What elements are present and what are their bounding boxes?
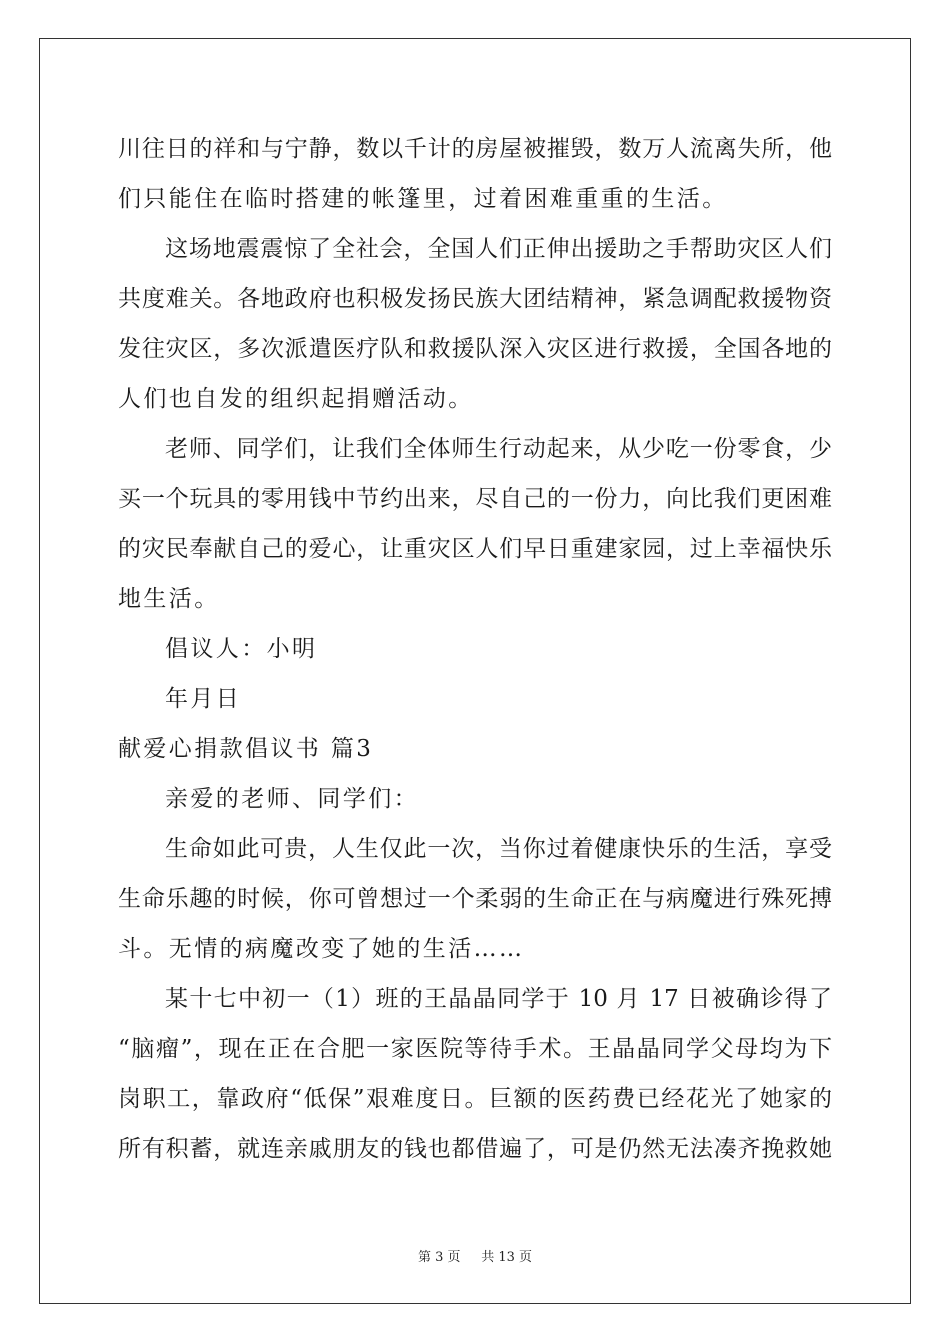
paragraph-line: 们只能住在临时搭建的帐篷里，过着困难重重的生活。 [118, 186, 728, 212]
date-line: 年月日 [165, 686, 242, 712]
paragraph-line: 生命如此可贵，人生仅此一次，当你过着健康快乐的生活，享受 [165, 836, 832, 862]
page-number: 第 3 页 [417, 1250, 461, 1265]
paragraph-line: 岗职工，靠政府“低保”艰难度日。巨额的医药费已经花光了她家的 [118, 1086, 832, 1112]
paragraph-line: 的灾民奉献自己的爱心，让重灾区人们早日重建家园，过上幸福快乐 [118, 536, 832, 562]
salutation-line: 亲爱的老师、同学们： [165, 786, 419, 812]
page-footer [0, 1246, 950, 1265]
paragraph-line: 斗。无情的病魔改变了她的生活…… [118, 936, 525, 962]
paragraph-line: 人们也自发的组织起捐赠活动。 [118, 386, 474, 412]
paragraph-line: 买一个玩具的零用钱中节约出来，尽自己的一份力，向比我们更困难 [118, 486, 832, 512]
paragraph-line: “脑瘤”，现在正在合肥一家医院等待手术。王晶晶同学父母均为下 [118, 1036, 832, 1062]
paragraph-line: 生命乐趣的时候，你可曾想过一个柔弱的生命正在与病魔进行殊死搏 [118, 886, 832, 912]
signature-line: 倡议人：小明 [165, 636, 318, 662]
section-heading: 献爱心捐款倡议书 篇3 [118, 736, 374, 762]
paragraph-line: 川往日的祥和与宁静，数以千计的房屋被摧毁，数万人流离失所，他 [118, 136, 832, 162]
paragraph-line: 共度难关。各地政府也积极发扬民族大团结精神，紧急调配救援物资 [118, 286, 832, 312]
paragraph-line: 所有积蓄，就连亲戚朋友的钱也都借遍了，可是仍然无法凑齐挽救她 [118, 1136, 832, 1162]
paragraph-line: 地生活。 [118, 586, 220, 612]
paragraph-line: 这场地震震惊了全社会，全国人们正伸出援助之手帮助灾区人们 [165, 236, 832, 262]
paragraph-line: 老师、同学们，让我们全体师生行动起来，从少吃一份零食，少 [165, 436, 832, 462]
paragraph-line: 发往灾区，多次派遣医疗队和救援队深入灾区进行救援，全国各地的 [118, 336, 832, 362]
page-gap [465, 1250, 477, 1265]
document-body [118, 124, 832, 1174]
page-total: 共 13 页 [481, 1250, 533, 1265]
paragraph-line: 某十七中初一（1）班的王晶晶同学于 10 月 17 日被确诊得了 [165, 986, 832, 1012]
